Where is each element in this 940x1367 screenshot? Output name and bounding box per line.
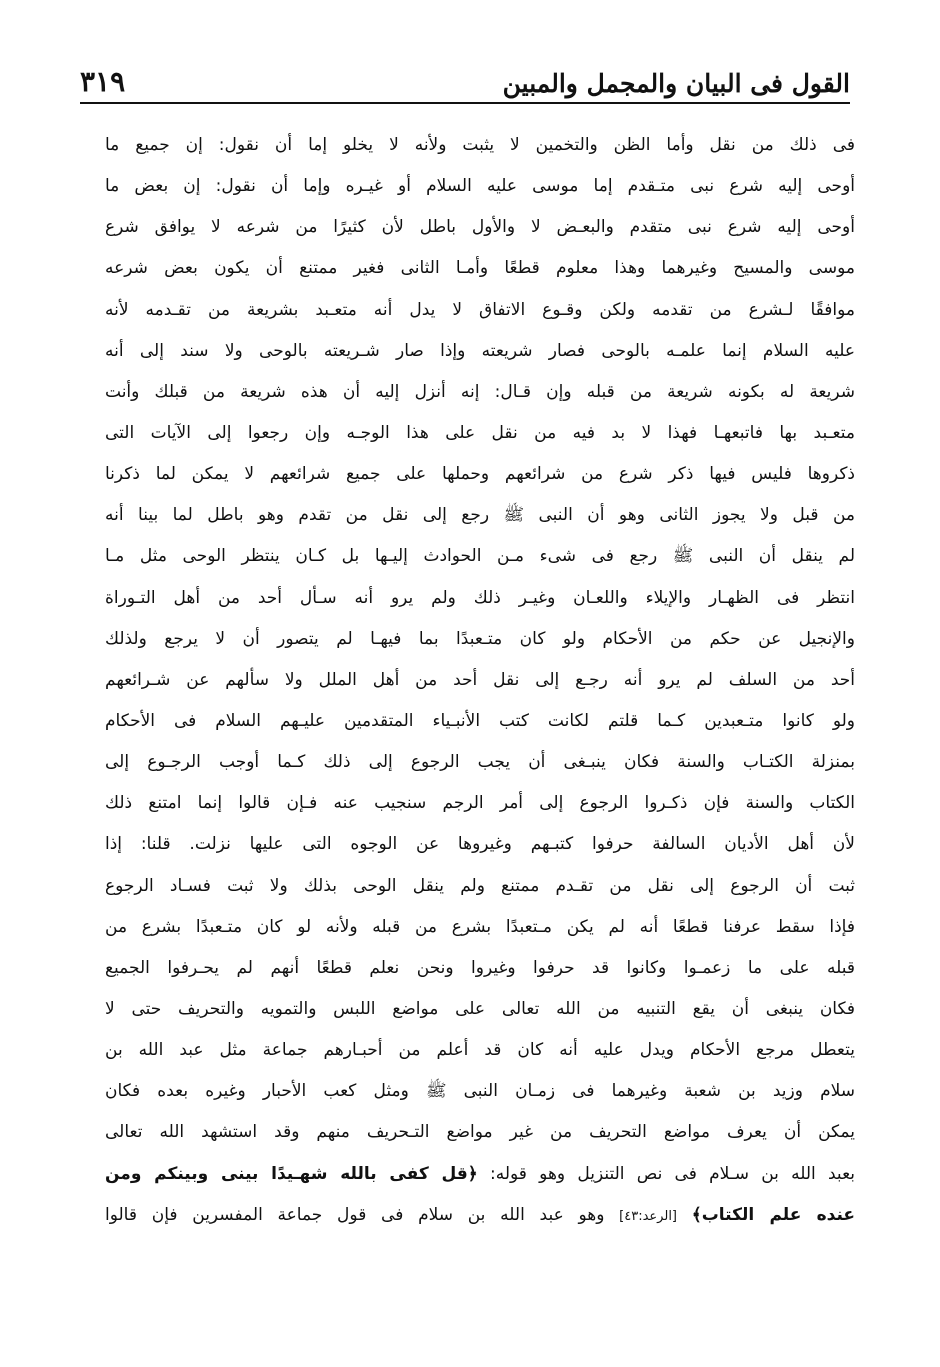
text-line: من قبل ولا يجوز الثانى وهو أن النبى ﷺ رجع إلى نقل من تقدم وهو باطل لما بينا أنه: [105, 505, 855, 526]
text-line: انتظر فى الظهـار والإيلاء واللعـان وغيـر ذلك ولم يرو أنه سـأل أحد من أهل التـوراة: [105, 587, 855, 608]
text-line: الكتاب والسنة فإن ذكـروا الرجوع إلى أمر الرجم سنجيب عنه فـإن قالوا إنما امتنع ذلك: [105, 793, 855, 814]
text-line: عليه السلام إنما علمـه بالوحى فصار شريعته وإذا صار شـريعته بالوحى ولا سند إلى أنه: [105, 340, 855, 361]
page-header: [80, 52, 850, 98]
quran-quote: عنده علم الكتاب﴾: [691, 1204, 855, 1225]
text-line: فإذا سقط عرفنا قطعًا أنه لم يكن مـتعبدًا بشرع من قبله ولأنه لو كان متـعبدًا بشرع من: [105, 916, 855, 937]
text-line: موسى والمسيح وغيرهما وهذا معلوم قطعًا وأمـا الثانى فغير ممتنع أن يكون بعض شرعه: [105, 258, 855, 279]
text-line: [105, 1195, 855, 1236]
quran-quote: ﴿قل كفى بالله شهـيدًا بينى وبينكم ومن: [105, 1163, 478, 1184]
text-line: يمكن أن يعرف مواضع التحريف من غير مواضع التـحريف منهم وقد استشهد الله تعالى: [105, 1122, 855, 1143]
text-line: موافقًا لـشرع من تقدمه ولكن وقـوع الاتفاق لا يدل أنه متعـبد بشريعة من تقـدمه لأنه: [105, 299, 855, 320]
text-segment: بعبد الله بن سـلام فى نص التنزيل وهو قوله:: [490, 1163, 855, 1184]
text-line: ولو كانوا متـعبدين كـما قلتم لكانت كتب الأنبـياء المتقدمين عليـهم السلام فى الأحكام: [105, 710, 855, 731]
text-line: قبله على ما زعمـوا وكانوا قد حرفوا وغيروا ونحن نعلم قطعًا أنهم لم يحـرفوا الجميع: [105, 957, 855, 978]
text-line: بمنزلة الكتـاب والسنة فكان ينبـغى أن يجب الرجوع إلى ذلك كـما أوجب الرجـوع إلى: [105, 752, 855, 773]
text-line: شريعة له بكونه شريعة من قبله وإن قـال: إنه أنزل إليه أن هذه شريعة من قبلك وأنت: [105, 381, 855, 402]
text-line: متعـبد بها فاتبعهـا فهذا لا بد فيه من نقل على هذا الوجـه وإن رجعوا إلى الآيات التى: [105, 422, 855, 443]
header-rule: [80, 102, 850, 104]
text-line: ثبت أن الرجوع إلى نقل من تقـدم ممتنع ولم ينقل الوحى بذلك ولا ثبت فسـاد الرجوع: [105, 875, 855, 896]
text-line: فكان ينبغى أن يقع التنبيه من الله تعالى على مواضع اللبس والتمويه والتحريف حتى لا: [105, 998, 855, 1019]
text-line: أوحى إليه شرع نبى متـقدم إما موسى عليه السلام أو غيـره وإما أن نقول: إن بعض ما: [105, 176, 855, 197]
text-line: لأن أهل الأديان السالفة حرفوا كتبـهم وغيروها عن الوجوه التى عليها نزلت. قلنا: إذا: [105, 834, 855, 855]
body-text: [105, 125, 855, 1300]
running-title: القول فى البيان والمجمل والمبين: [502, 69, 850, 98]
text-line: سلام وزيد بن شعبة وغيرهما فى زمـان النبى ﷺ ومثل كعب الأحبار وغيره بعده فكان: [105, 1081, 855, 1102]
text-line: أحد من السلف لم يرو أنه رجـع إلى نقل أحد من أهل الملل ولا سألهم عن شـرائعهم: [105, 669, 855, 690]
page-number: ٣١٩: [80, 65, 126, 98]
text-line: ذكروها فليس فيها ذكر شرع من شرائعهم وحملها على جميع شرائعهم لا يمكن لما ذكرنا: [105, 464, 855, 485]
text-line: [105, 1154, 855, 1195]
text-line: أوحى إليه شرع نبى متقدم والبعـض لا والأول باطل لأن كثيرًا من شرعه لا يوافق شرع: [105, 217, 855, 238]
text-segment: وهو عبد الله بن سلام فى قول جماعة المفسرين فإن قالوا: [105, 1204, 605, 1225]
text-line: والإنجيل عن حكم من الأحكام ولو كان متـعبدًا بما فيهـا لم يتصور أن لا يرجع ولذلك: [105, 628, 855, 649]
verse-reference: [الرعد:٤٣]: [619, 1208, 677, 1224]
text-line: يتعطل مرجع الأحكام ويدل عليه أنه كان قد أعلم من أحبـارهم جماعة مثل عبد الله بن: [105, 1040, 855, 1061]
text-line: لم ينقل أن النبى ﷺ رجع فى شىء مـن الحوادث إليـها بل كـان ينتظر الوحى مثل مـا: [105, 546, 855, 567]
text-line: فى ذلك من نقل وأما الظن والتخمين لا يثبت ولأنه لا يخلو إما أن نقول: إن جميع ما: [105, 135, 855, 155]
